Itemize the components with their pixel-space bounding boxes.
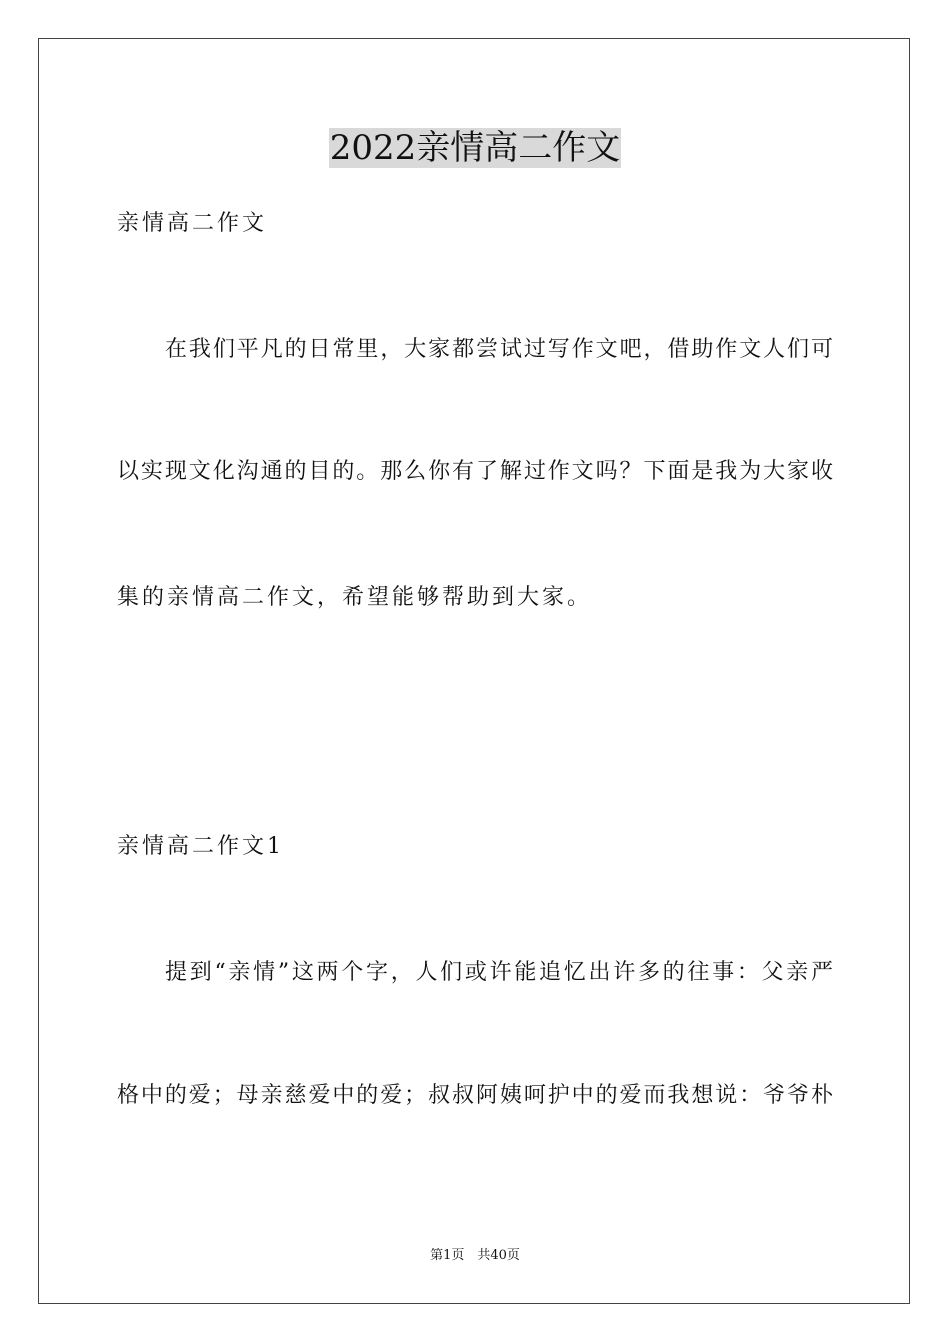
document-title-text: 2022亲情高二作文 <box>329 128 621 168</box>
page-footer: 第1页 共40页 <box>430 1248 520 1263</box>
section-line-2: 格中的爱；母亲慈爱中的爱；叔叔阿姨呵护中的爱而我想说：爷爷朴 <box>117 1083 833 1108</box>
document-subtitle: 亲情高二作文 <box>117 211 268 236</box>
section-line-1: 提到“亲情”这两个字，人们或许能追忆出许多的往事：父亲严 <box>165 960 833 985</box>
intro-line-1: 在我们平凡的日常里，大家都尝试过写作文吧，借助作文人们可 <box>165 337 833 362</box>
section-heading: 亲情高二作文1 <box>117 834 284 859</box>
intro-line-3: 集的亲情高二作文，希望能够帮助到大家。 <box>117 585 593 610</box>
document-title <box>0 126 950 170</box>
intro-line-2: 以实现文化沟通的目的。那么你有了解过作文吗？下面是我为大家收 <box>117 459 833 484</box>
